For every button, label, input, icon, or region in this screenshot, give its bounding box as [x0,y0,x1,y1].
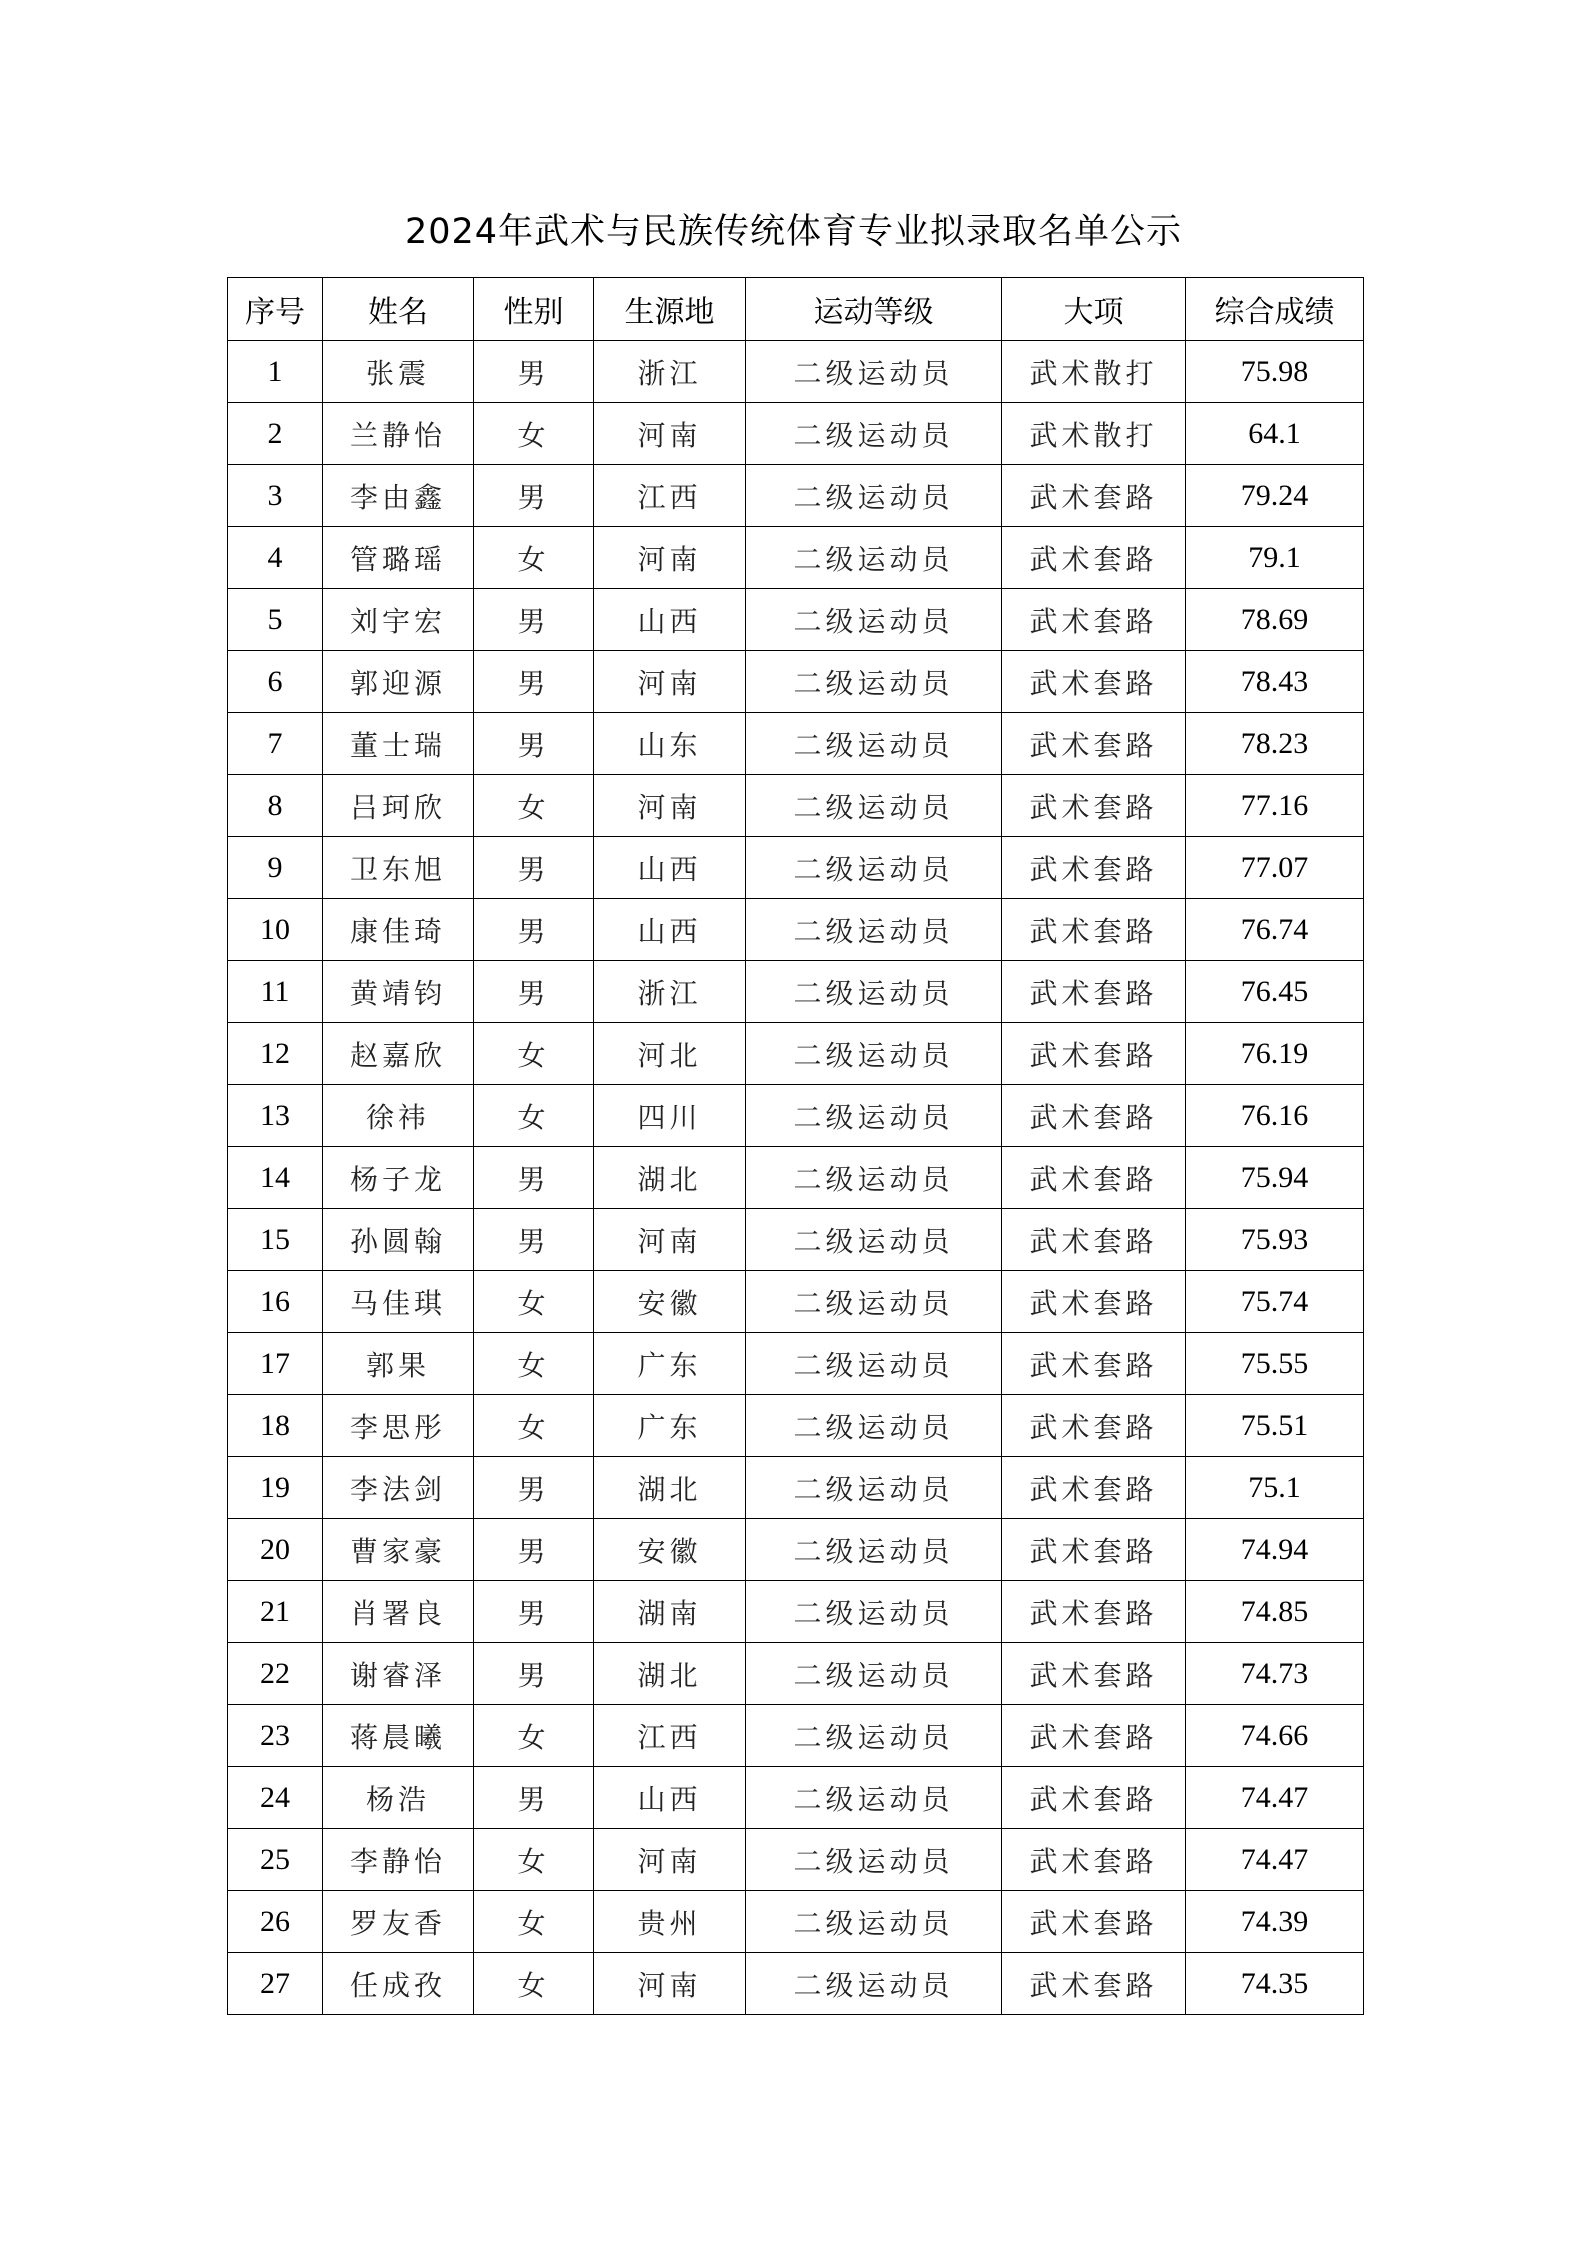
sport-level-cell: 二级运动员 [746,527,1002,589]
table-body [228,341,1364,2015]
event-cell: 武术套路 [1002,1953,1186,2015]
origin-cell: 山西 [594,589,746,651]
gender-cell: 男 [474,341,594,403]
sport-level-cell: 二级运动员 [746,1333,1002,1395]
name-cell: 李法剑 [323,1457,474,1519]
name-cell: 曹家豪 [323,1519,474,1581]
serial-cell: 1 [228,341,323,403]
origin-cell: 河南 [594,1829,746,1891]
sport-level-cell: 二级运动员 [746,403,1002,465]
serial-cell: 11 [228,961,323,1023]
name-cell: 董士瑞 [323,713,474,775]
table-row [228,1023,1364,1085]
event-cell: 武术套路 [1002,837,1186,899]
name-cell: 李思彤 [323,1395,474,1457]
origin-cell: 湖北 [594,1457,746,1519]
serial-cell: 18 [228,1395,323,1457]
event-cell: 武术套路 [1002,1085,1186,1147]
sport-level-cell: 二级运动员 [746,899,1002,961]
table-row [228,1333,1364,1395]
origin-cell: 安徽 [594,1271,746,1333]
serial-cell: 23 [228,1705,323,1767]
name-cell: 任成孜 [323,1953,474,2015]
sport-level-cell: 二级运动员 [746,1519,1002,1581]
score-cell: 64.1 [1186,403,1364,465]
table-row [228,1767,1364,1829]
table-row [228,1581,1364,1643]
origin-cell: 山西 [594,837,746,899]
origin-cell: 河北 [594,1023,746,1085]
serial-cell: 12 [228,1023,323,1085]
event-cell: 武术套路 [1002,1643,1186,1705]
event-cell: 武术套路 [1002,1395,1186,1457]
table-row [228,1271,1364,1333]
serial-cell: 10 [228,899,323,961]
origin-cell: 山西 [594,899,746,961]
score-cell: 76.19 [1186,1023,1364,1085]
name-cell: 杨子龙 [323,1147,474,1209]
origin-cell: 山东 [594,713,746,775]
gender-cell: 男 [474,465,594,527]
header-event: 大项 [1002,278,1186,341]
table-row [228,1519,1364,1581]
name-cell: 杨浩 [323,1767,474,1829]
sport-level-cell: 二级运动员 [746,1891,1002,1953]
gender-cell: 女 [474,1333,594,1395]
header-sport-level: 运动等级 [746,278,1002,341]
gender-cell: 男 [474,837,594,899]
serial-cell: 15 [228,1209,323,1271]
origin-cell: 湖北 [594,1643,746,1705]
origin-cell: 河南 [594,651,746,713]
sport-level-cell: 二级运动员 [746,775,1002,837]
name-cell: 孙圆翰 [323,1209,474,1271]
event-cell: 武术套路 [1002,1519,1186,1581]
gender-cell: 男 [474,1767,594,1829]
serial-cell: 17 [228,1333,323,1395]
name-cell: 谢睿泽 [323,1643,474,1705]
origin-cell: 浙江 [594,961,746,1023]
serial-cell: 25 [228,1829,323,1891]
table-row [228,1209,1364,1271]
table-row [228,465,1364,527]
score-cell: 74.39 [1186,1891,1364,1953]
admission-table [227,277,1364,2015]
name-cell: 吕珂欣 [323,775,474,837]
table-row [228,899,1364,961]
sport-level-cell: 二级运动员 [746,341,1002,403]
serial-cell: 14 [228,1147,323,1209]
table-row [228,713,1364,775]
serial-cell: 24 [228,1767,323,1829]
origin-cell: 四川 [594,1085,746,1147]
score-cell: 76.74 [1186,899,1364,961]
sport-level-cell: 二级运动员 [746,1209,1002,1271]
origin-cell: 江西 [594,1705,746,1767]
event-cell: 武术套路 [1002,1333,1186,1395]
event-cell: 武术套路 [1002,1147,1186,1209]
name-cell: 管璐瑶 [323,527,474,589]
event-cell: 武术套路 [1002,589,1186,651]
origin-cell: 江西 [594,465,746,527]
event-cell: 武术套路 [1002,961,1186,1023]
table-row [228,775,1364,837]
sport-level-cell: 二级运动员 [746,1271,1002,1333]
name-cell: 郭果 [323,1333,474,1395]
name-cell: 卫东旭 [323,837,474,899]
origin-cell: 河南 [594,775,746,837]
event-cell: 武术散打 [1002,403,1186,465]
sport-level-cell: 二级运动员 [746,1085,1002,1147]
gender-cell: 男 [474,1457,594,1519]
header-gender: 性别 [474,278,594,341]
sport-level-cell: 二级运动员 [746,1395,1002,1457]
origin-cell: 河南 [594,1209,746,1271]
origin-cell: 浙江 [594,341,746,403]
sport-level-cell: 二级运动员 [746,1023,1002,1085]
event-cell: 武术套路 [1002,899,1186,961]
name-cell: 黄靖钧 [323,961,474,1023]
gender-cell: 女 [474,1023,594,1085]
table-row [228,403,1364,465]
header-origin: 生源地 [594,278,746,341]
gender-cell: 女 [474,1953,594,2015]
sport-level-cell: 二级运动员 [746,713,1002,775]
score-cell: 74.73 [1186,1643,1364,1705]
score-cell: 79.24 [1186,465,1364,527]
table-header-row [228,278,1364,341]
score-cell: 74.47 [1186,1767,1364,1829]
name-cell: 蒋晨曦 [323,1705,474,1767]
event-cell: 武术套路 [1002,1891,1186,1953]
page-title: 2024年武术与民族传统体育专业拟录取名单公示 [404,212,1183,252]
serial-cell: 27 [228,1953,323,2015]
gender-cell: 女 [474,1085,594,1147]
serial-cell: 21 [228,1581,323,1643]
serial-cell: 5 [228,589,323,651]
sport-level-cell: 二级运动员 [746,1581,1002,1643]
sport-level-cell: 二级运动员 [746,1767,1002,1829]
gender-cell: 男 [474,1209,594,1271]
score-cell: 78.69 [1186,589,1364,651]
event-cell: 武术套路 [1002,1829,1186,1891]
event-cell: 武术散打 [1002,341,1186,403]
sport-level-cell: 二级运动员 [746,651,1002,713]
origin-cell: 湖南 [594,1581,746,1643]
sport-level-cell: 二级运动员 [746,961,1002,1023]
gender-cell: 女 [474,1705,594,1767]
table-row [228,961,1364,1023]
serial-cell: 7 [228,713,323,775]
table-row [228,1705,1364,1767]
event-cell: 武术套路 [1002,1023,1186,1085]
name-cell: 马佳琪 [323,1271,474,1333]
serial-cell: 16 [228,1271,323,1333]
sport-level-cell: 二级运动员 [746,1829,1002,1891]
score-cell: 75.98 [1186,341,1364,403]
event-cell: 武术套路 [1002,775,1186,837]
sport-level-cell: 二级运动员 [746,589,1002,651]
score-cell: 74.85 [1186,1581,1364,1643]
name-cell: 李静怡 [323,1829,474,1891]
gender-cell: 女 [474,1271,594,1333]
sport-level-cell: 二级运动员 [746,1643,1002,1705]
gender-cell: 女 [474,775,594,837]
serial-cell: 8 [228,775,323,837]
sport-level-cell: 二级运动员 [746,1457,1002,1519]
gender-cell: 男 [474,589,594,651]
event-cell: 武术套路 [1002,651,1186,713]
score-cell: 77.16 [1186,775,1364,837]
score-cell: 75.1 [1186,1457,1364,1519]
name-cell: 刘宇宏 [323,589,474,651]
serial-cell: 6 [228,651,323,713]
origin-cell: 湖北 [594,1147,746,1209]
score-cell: 75.74 [1186,1271,1364,1333]
score-cell: 77.07 [1186,837,1364,899]
origin-cell: 河南 [594,527,746,589]
score-cell: 75.51 [1186,1395,1364,1457]
event-cell: 武术套路 [1002,465,1186,527]
origin-cell: 安徽 [594,1519,746,1581]
table-row [228,527,1364,589]
name-cell: 康佳琦 [323,899,474,961]
gender-cell: 男 [474,1581,594,1643]
serial-cell: 4 [228,527,323,589]
event-cell: 武术套路 [1002,713,1186,775]
table-row [228,1829,1364,1891]
score-cell: 76.45 [1186,961,1364,1023]
gender-cell: 男 [474,899,594,961]
table-row [228,1085,1364,1147]
table-row [228,651,1364,713]
score-cell: 74.66 [1186,1705,1364,1767]
serial-cell: 26 [228,1891,323,1953]
gender-cell: 女 [474,527,594,589]
event-cell: 武术套路 [1002,1209,1186,1271]
score-cell: 78.43 [1186,651,1364,713]
event-cell: 武术套路 [1002,527,1186,589]
serial-cell: 22 [228,1643,323,1705]
sport-level-cell: 二级运动员 [746,837,1002,899]
origin-cell: 广东 [594,1333,746,1395]
origin-cell: 贵州 [594,1891,746,1953]
event-cell: 武术套路 [1002,1271,1186,1333]
serial-cell: 2 [228,403,323,465]
table-row [228,589,1364,651]
serial-cell: 19 [228,1457,323,1519]
name-cell: 徐祎 [323,1085,474,1147]
gender-cell: 女 [474,1829,594,1891]
score-cell: 74.35 [1186,1953,1364,2015]
score-cell: 78.23 [1186,713,1364,775]
table-row [228,1891,1364,1953]
name-cell: 罗友香 [323,1891,474,1953]
table-row [228,1457,1364,1519]
name-cell: 兰静怡 [323,403,474,465]
sport-level-cell: 二级运动员 [746,1705,1002,1767]
serial-cell: 20 [228,1519,323,1581]
score-cell: 79.1 [1186,527,1364,589]
serial-cell: 9 [228,837,323,899]
origin-cell: 河南 [594,1953,746,2015]
header-name: 姓名 [323,278,474,341]
serial-cell: 13 [228,1085,323,1147]
serial-cell: 3 [228,465,323,527]
name-cell: 赵嘉欣 [323,1023,474,1085]
origin-cell: 广东 [594,1395,746,1457]
gender-cell: 男 [474,713,594,775]
score-cell: 74.94 [1186,1519,1364,1581]
event-cell: 武术套路 [1002,1767,1186,1829]
sport-level-cell: 二级运动员 [746,1147,1002,1209]
event-cell: 武术套路 [1002,1457,1186,1519]
name-cell: 肖署良 [323,1581,474,1643]
header-score: 综合成绩 [1186,278,1364,341]
score-cell: 74.47 [1186,1829,1364,1891]
gender-cell: 男 [474,961,594,1023]
gender-cell: 男 [474,1519,594,1581]
score-cell: 75.93 [1186,1209,1364,1271]
table-row [228,1395,1364,1457]
score-cell: 76.16 [1186,1085,1364,1147]
table-row [228,837,1364,899]
gender-cell: 女 [474,1891,594,1953]
score-cell: 75.55 [1186,1333,1364,1395]
name-cell: 张震 [323,341,474,403]
name-cell: 郭迎源 [323,651,474,713]
gender-cell: 男 [474,1643,594,1705]
event-cell: 武术套路 [1002,1705,1186,1767]
origin-cell: 河南 [594,403,746,465]
table-row [228,1643,1364,1705]
table-row [228,1953,1364,2015]
gender-cell: 男 [474,651,594,713]
header-serial: 序号 [228,278,323,341]
origin-cell: 山西 [594,1767,746,1829]
gender-cell: 男 [474,1147,594,1209]
sport-level-cell: 二级运动员 [746,465,1002,527]
event-cell: 武术套路 [1002,1581,1186,1643]
table-row [228,341,1364,403]
score-cell: 75.94 [1186,1147,1364,1209]
sport-level-cell: 二级运动员 [746,1953,1002,2015]
gender-cell: 女 [474,403,594,465]
table-row [228,1147,1364,1209]
name-cell: 李由鑫 [323,465,474,527]
gender-cell: 女 [474,1395,594,1457]
